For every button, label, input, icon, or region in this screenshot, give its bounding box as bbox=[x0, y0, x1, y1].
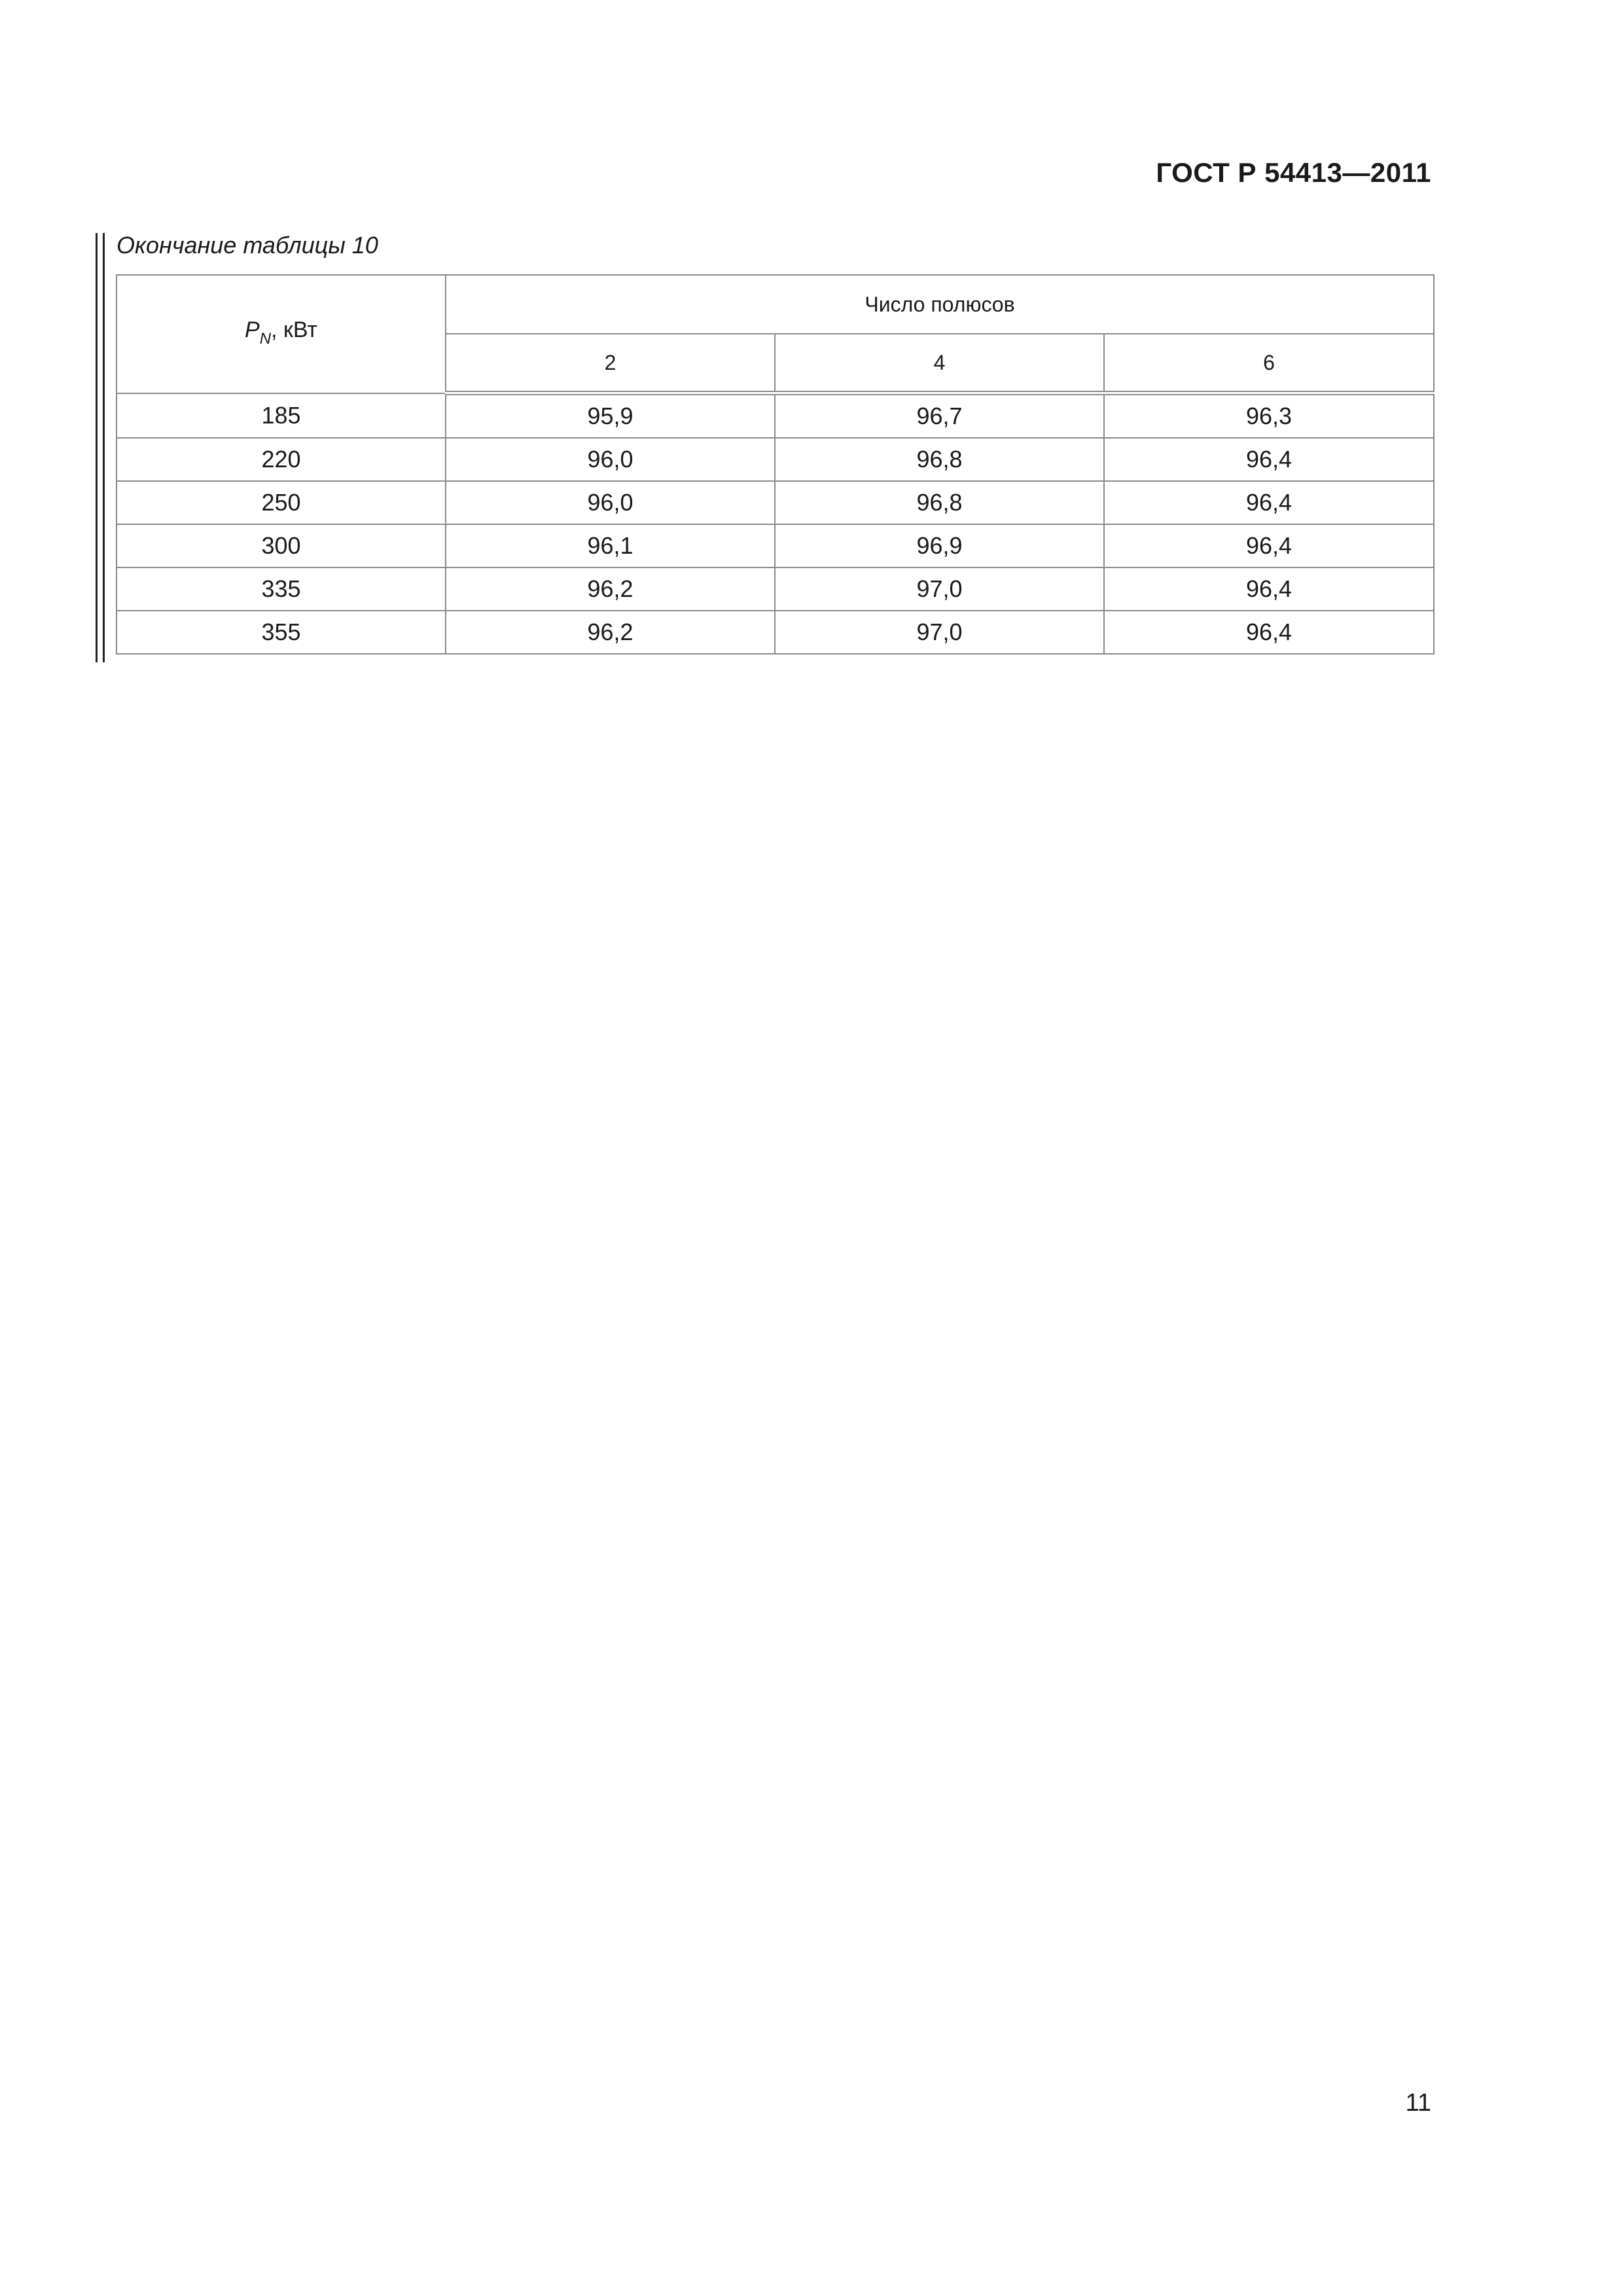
page-number: 11 bbox=[1405, 2089, 1431, 2117]
value-cell: 96,7 bbox=[775, 393, 1104, 439]
poles-column-header: 6 bbox=[1104, 334, 1434, 393]
value-cell: 96,8 bbox=[775, 438, 1104, 481]
power-header-cell bbox=[116, 275, 446, 393]
value-cell: 97,0 bbox=[775, 611, 1104, 654]
data-table bbox=[116, 274, 1435, 655]
table-row bbox=[116, 393, 1434, 439]
value-cell: 96,8 bbox=[775, 481, 1104, 524]
table-row bbox=[116, 611, 1434, 654]
value-cell: 96,4 bbox=[1104, 438, 1434, 481]
power-cell: 250 bbox=[116, 481, 446, 524]
change-bars bbox=[96, 233, 106, 662]
value-cell: 96,0 bbox=[446, 481, 775, 524]
poles-column-header: 4 bbox=[775, 334, 1104, 393]
power-unit: , кВт bbox=[271, 317, 317, 342]
power-header-label bbox=[245, 317, 317, 348]
document-code: ГОСТ Р 54413—2011 bbox=[1156, 157, 1431, 188]
power-cell: 335 bbox=[116, 567, 446, 611]
table-header-row bbox=[116, 275, 1434, 334]
table-row bbox=[116, 481, 1434, 524]
value-cell: 96,0 bbox=[446, 438, 775, 481]
table-row bbox=[116, 567, 1434, 611]
value-cell: 96,1 bbox=[446, 524, 775, 567]
power-cell: 300 bbox=[116, 524, 446, 567]
value-cell: 95,9 bbox=[446, 393, 775, 439]
value-cell: 96,2 bbox=[446, 567, 775, 611]
table-row bbox=[116, 438, 1434, 481]
power-symbol: P bbox=[245, 317, 260, 342]
power-cell: 355 bbox=[116, 611, 446, 654]
table-row bbox=[116, 524, 1434, 567]
value-cell: 96,4 bbox=[1104, 567, 1434, 611]
table-caption: Окончание таблицы 10 bbox=[116, 232, 378, 259]
change-bar bbox=[96, 233, 98, 662]
value-cell: 96,3 bbox=[1104, 393, 1434, 439]
poles-column-header: 2 bbox=[446, 334, 775, 393]
change-bar bbox=[103, 233, 105, 662]
value-cell: 96,2 bbox=[446, 611, 775, 654]
value-cell: 96,4 bbox=[1104, 611, 1434, 654]
value-cell: 97,0 bbox=[775, 567, 1104, 611]
poles-group-header: Число полюсов bbox=[446, 275, 1434, 334]
power-subscript: N bbox=[259, 329, 272, 348]
value-cell: 96,4 bbox=[1104, 524, 1434, 567]
power-cell: 220 bbox=[116, 438, 446, 481]
power-cell: 185 bbox=[116, 393, 446, 439]
value-cell: 96,4 bbox=[1104, 481, 1434, 524]
value-cell: 96,9 bbox=[775, 524, 1104, 567]
